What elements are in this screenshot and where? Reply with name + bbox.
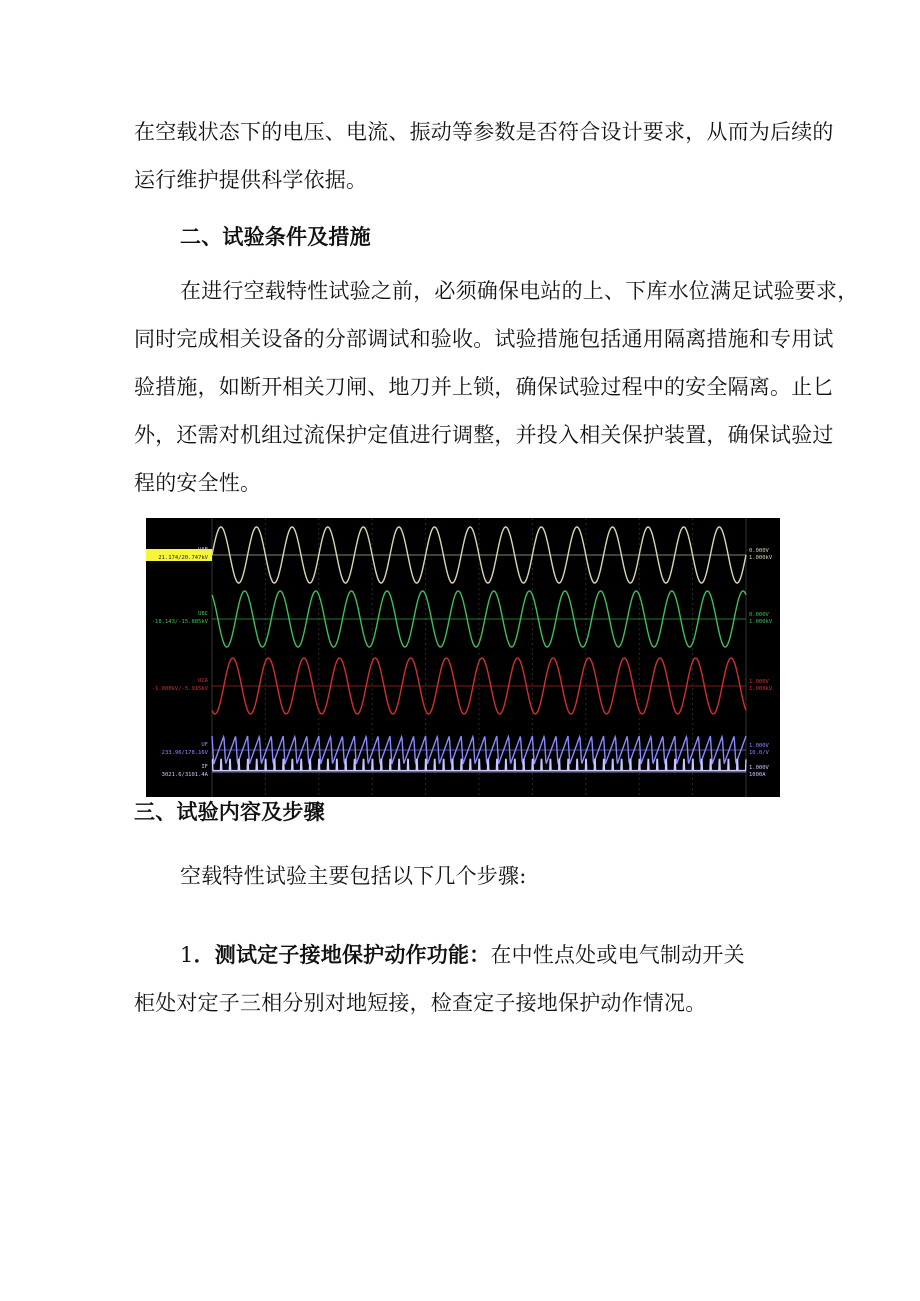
- step-1-text-1: 在中性点处或电气制动开关: [490, 943, 745, 967]
- channel-scale-1: 1.000V: [749, 679, 769, 685]
- channel-label: IF: [201, 764, 208, 770]
- step-1-title: ．测试定子接地保护动作功能：: [193, 943, 491, 967]
- channel-value: 233.96/178.16V: [161, 750, 208, 756]
- channel-label: UAB: [198, 547, 208, 553]
- channel-value: -1.000kV/-5.915kV: [151, 686, 208, 692]
- channel-value: -18.143/-15.885kV: [151, 619, 208, 625]
- step-1-line-1: [180, 940, 745, 970]
- section-2-line-5: 程的安全性。: [134, 471, 262, 495]
- channel-scale-2: 1.000kV: [749, 686, 773, 692]
- channel-scale-2: 1.000kV: [749, 555, 773, 561]
- paragraph-1-line-2: 运行维护提供科学依据。: [134, 168, 368, 192]
- section-2-line-2: 同时完成相关设备的分部调试和验收。试验措施包括通用隔离措施和专用试: [134, 327, 834, 351]
- channel-scale-1: 1.000V: [749, 743, 769, 749]
- oscilloscope-waveforms: [146, 518, 780, 797]
- channel-scale-1: 0.000V: [749, 548, 769, 554]
- channel-scale-2: 1000A: [749, 772, 766, 778]
- channel-label: UF: [201, 742, 208, 748]
- channel-label: UBC: [198, 611, 208, 617]
- step-1-number: 1: [180, 943, 194, 967]
- section-2-heading: 二、试验条件及措施: [180, 225, 371, 249]
- section-2-line-1: 在进行空载特性试验之前，必须确保电站的上、下库水位满足试验要求，: [180, 279, 859, 303]
- channel-scale-1: 1.000V: [749, 765, 769, 771]
- section-3-heading: 三、试验内容及步骤: [134, 800, 325, 824]
- paragraph-1-line-1: 在空载状态下的电压、电流、振动等参数是否符合设计要求，从而为后续的: [134, 120, 834, 144]
- channel-value: 3021.6/3101.4A: [161, 772, 208, 778]
- section-2-line-3: 验措施，如断开相关刀闸、地刀并上锁，确保试验过程中的安全隔离。止匕: [134, 375, 834, 399]
- channel-scale-1: 0.000V: [749, 612, 769, 618]
- oscilloscope-figure: [146, 518, 780, 797]
- channel-scale-2: 10.0/V: [749, 750, 769, 756]
- section-3-intro: 空载特性试验主要包括以下几个步骤:: [180, 864, 527, 888]
- trace-waveform: [212, 759, 746, 770]
- channel-value: 21.174/20.747kV: [158, 555, 208, 561]
- channel-scale-2: 1.000kV: [749, 619, 773, 625]
- section-2-line-4: 外，还需对机组过流保护定值进行调整，并投入相关保护装置，确保试验过: [134, 423, 834, 447]
- channel-label: UCA: [198, 678, 208, 684]
- step-1-line-2: 柜处对定子三相分别对地短接，检查定子接地保护动作情况。: [134, 991, 707, 1015]
